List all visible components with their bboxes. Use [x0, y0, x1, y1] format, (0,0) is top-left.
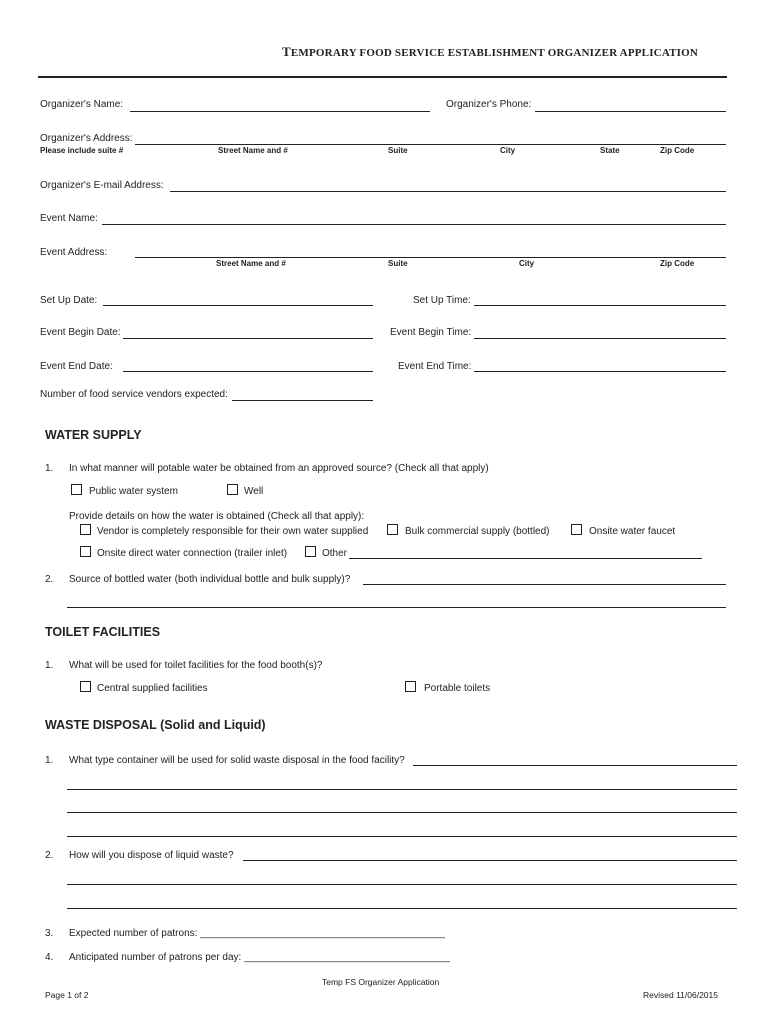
setup-date-field[interactable] [103, 305, 373, 306]
event-address-label: Event Address: [40, 247, 108, 258]
toilet-q1-text: What will be used for toilet facilities for the food booth(s)? [69, 660, 323, 671]
waste-q1-field-3[interactable] [67, 812, 737, 813]
waste-q2-field-2[interactable] [67, 884, 737, 885]
end-time-label: Event End Time: [398, 361, 472, 372]
toilet-q1-number: 1. [45, 660, 54, 671]
waste-q4-number: 4. [45, 952, 54, 963]
bulk-supply-label: Bulk commercial supply (bottled) [405, 526, 550, 537]
setup-date-label: Set Up Date: [40, 295, 98, 306]
organizer-phone-field[interactable] [535, 111, 726, 112]
bulk-supply-checkbox[interactable] [387, 524, 398, 535]
event-name-label: Event Name: [40, 213, 98, 224]
title-rule [38, 76, 727, 78]
event-name-field[interactable] [102, 224, 726, 225]
state-caption: State [600, 146, 620, 155]
portable-toilets-label: Portable toilets [424, 683, 491, 694]
waste-q2-field-3[interactable] [67, 908, 737, 909]
public-water-checkbox[interactable] [71, 484, 82, 495]
email-field[interactable] [170, 191, 726, 192]
toilet-heading: TOILET FACILITIES [45, 625, 161, 639]
portable-toilets-checkbox[interactable] [405, 681, 416, 692]
water-q2-field[interactable] [363, 584, 726, 585]
other-field[interactable] [349, 558, 702, 559]
revised-date: Revised 11/06/2015 [643, 990, 718, 1000]
end-date-field[interactable] [123, 371, 373, 372]
organizer-address-field[interactable] [135, 144, 726, 145]
onsite-faucet-label: Onsite water faucet [589, 526, 676, 537]
vendor-responsible-label: Vendor is completely responsible for their own water supplied [97, 526, 369, 537]
water-q2-number: 2. [45, 574, 54, 585]
water-supply-heading: WATER SUPPLY [45, 428, 142, 442]
organizer-phone-label: Organizer's Phone: [446, 99, 532, 110]
page-title: TEMPORARY FOOD SERVICE ESTABLISHMENT ORGANIZER APPLICATION [282, 44, 699, 59]
organizer-name-label: Organizer's Name: [40, 99, 124, 110]
event-street-caption: Street Name and # [216, 259, 286, 268]
waste-q1-field-4[interactable] [67, 836, 737, 837]
include-suite-note: Please include suite # [40, 146, 124, 155]
water-details-label: Provide details on how the water is obtained (Check all that apply): [69, 511, 365, 522]
city-caption: City [500, 146, 516, 155]
end-time-field[interactable] [474, 371, 726, 372]
setup-time-label: Set Up Time: [413, 295, 471, 306]
waste-q1-number: 1. [45, 755, 54, 766]
event-zip-caption: Zip Code [660, 259, 695, 268]
begin-date-field[interactable] [123, 338, 373, 339]
begin-time-label: Event Begin Time: [390, 327, 472, 338]
waste-q1-field-2[interactable] [67, 789, 737, 790]
central-facilities-checkbox[interactable] [80, 681, 91, 692]
event-suite-caption: Suite [388, 259, 408, 268]
organizer-name-field[interactable] [130, 111, 430, 112]
event-address-field[interactable] [135, 257, 726, 258]
waste-q3-text: Expected number of patrons: ____________________________________________ [69, 928, 445, 939]
waste-q1-text: What type container will be used for solid waste disposal in the food facility? [69, 755, 405, 766]
central-facilities-label: Central supplied facilities [97, 683, 208, 694]
vendor-responsible-checkbox[interactable] [80, 524, 91, 535]
waste-heading: WASTE DISPOSAL (Solid and Liquid) [45, 718, 266, 732]
other-label: Other [322, 548, 348, 559]
footer-title: Temp FS Organizer Application [322, 977, 440, 987]
waste-q2-field[interactable] [243, 860, 737, 861]
other-checkbox[interactable] [305, 546, 316, 557]
water-q1-number: 1. [45, 463, 54, 474]
waste-q2-text: How will you dispose of liquid waste? [69, 850, 234, 861]
water-q2-text: Source of bottled water (both individual bottle and bulk supply)? [69, 574, 351, 585]
direct-connection-checkbox[interactable] [80, 546, 91, 557]
well-label: Well [244, 486, 264, 497]
begin-date-label: Event Begin Date: [40, 327, 121, 338]
water-q1-text: In what manner will potable water be obtained from an approved source? (Check all that apply) [69, 463, 489, 474]
suite-caption: Suite [388, 146, 408, 155]
event-city-caption: City [519, 259, 535, 268]
page-number: Page 1 of 2 [45, 990, 89, 1000]
vendors-field[interactable] [232, 400, 373, 401]
waste-q3-number: 3. [45, 928, 54, 939]
email-label: Organizer's E-mail Address: [40, 180, 164, 191]
water-q2-field-2[interactable] [67, 607, 726, 608]
setup-time-field[interactable] [474, 305, 726, 306]
waste-q2-number: 2. [45, 850, 54, 861]
street-caption: Street Name and # [218, 146, 288, 155]
well-checkbox[interactable] [227, 484, 238, 495]
end-date-label: Event End Date: [40, 361, 113, 372]
onsite-faucet-checkbox[interactable] [571, 524, 582, 535]
public-water-label: Public water system [89, 486, 178, 497]
zip-caption: Zip Code [660, 146, 695, 155]
waste-q4-text: Anticipated number of patrons per day: _____________________________________ [69, 952, 450, 963]
vendors-label: Number of food service vendors expected: [40, 389, 228, 400]
organizer-address-label: Organizer's Address: [40, 133, 133, 144]
begin-time-field[interactable] [474, 338, 726, 339]
waste-q1-field[interactable] [413, 765, 737, 766]
direct-connection-label: Onsite direct water connection (trailer inlet) [97, 548, 288, 559]
